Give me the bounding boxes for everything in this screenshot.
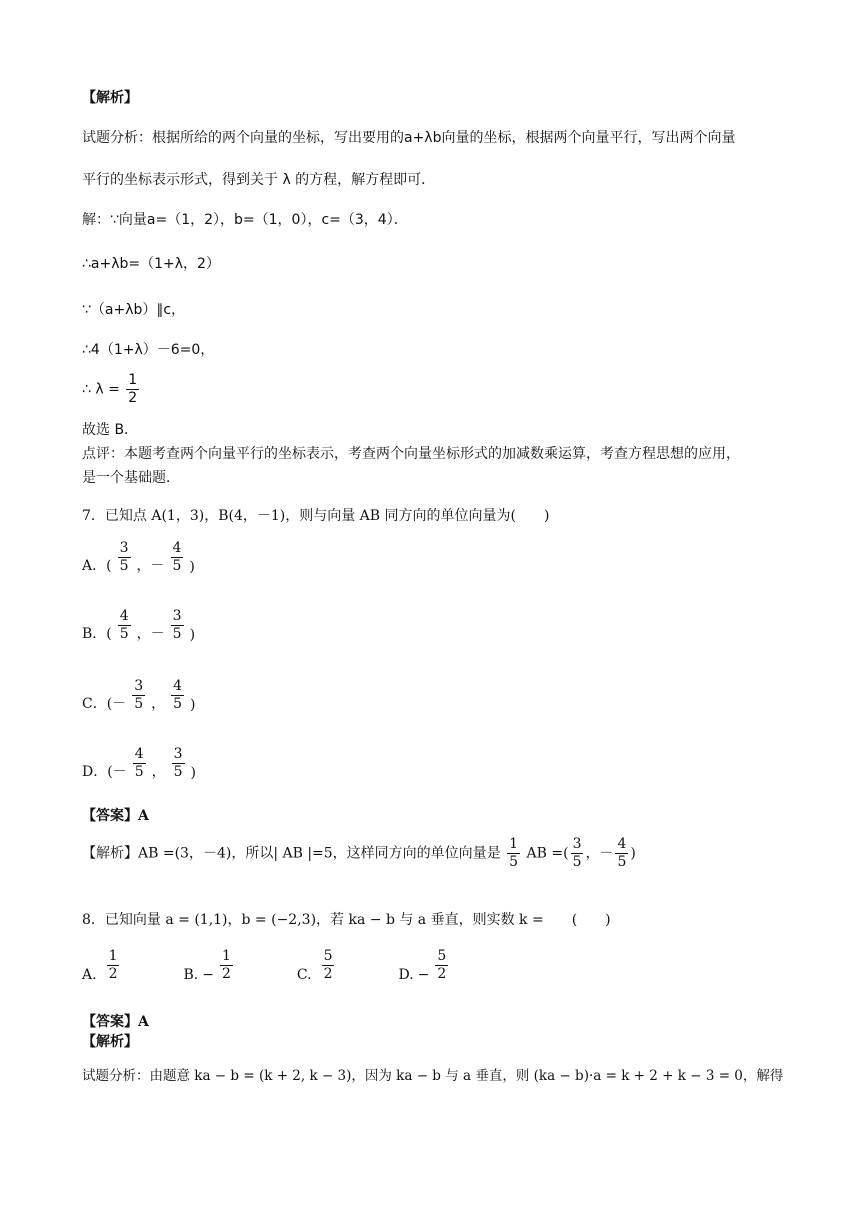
fraction (126, 372, 139, 407)
q7-option-a (82, 540, 195, 575)
comment-line-2: 是一个基础题． (82, 470, 180, 486)
option-sign: − (202, 967, 214, 983)
vector-expression: a+λb (404, 130, 442, 146)
choose-line: 故选 B． (82, 422, 139, 438)
fraction-numerator: 3 (572, 836, 582, 852)
q8-options (82, 948, 450, 983)
option-end: ) (190, 697, 196, 713)
fraction-denominator: 5 (134, 696, 144, 712)
solution-line-2: ∴a+λb=（1+λ，2） (82, 256, 220, 272)
solution-prefix: ∴ λ = (82, 381, 120, 398)
option-label: C．(－ (82, 696, 127, 712)
fraction-numerator: 5 (437, 948, 447, 964)
option-end: ) (190, 765, 196, 781)
option-label: B. (183, 967, 199, 983)
solution-line-3: ∵（a+λb）∥c， (82, 302, 186, 318)
fraction-denominator: 2 (437, 966, 447, 982)
fraction (172, 746, 185, 781)
comment-line-1: 点评：本题考查两个向量平行的坐标表示，考查两个向量坐标形式的加减数乘运算，考查方程思想的应用， (82, 446, 740, 462)
fraction-numerator: 4 (119, 608, 129, 624)
fraction-numerator: 1 (128, 372, 138, 388)
analysis-separator: ，－ (585, 845, 614, 862)
option-label: C. (296, 967, 312, 983)
fraction-numerator: 1 (108, 948, 118, 964)
fraction-numerator: 3 (173, 746, 183, 762)
fraction-denominator: 2 (221, 966, 231, 982)
fraction-denominator: 5 (134, 764, 144, 780)
fraction (171, 540, 184, 575)
fraction-denominator: 5 (572, 854, 582, 870)
q8-analysis-line: 试题分析：由题意 ka − b = (k + 2, k − 3)，因为 ka − b 与 a 垂直，则 (ka − b)·a = k + 2 + k − 3 = 0，解得 (82, 1068, 784, 1084)
q7-analysis (82, 836, 636, 871)
fraction-denominator: 2 (108, 966, 118, 982)
fraction (132, 678, 145, 713)
solution-line-4: ∴4（1+λ）－6=0， (82, 342, 215, 358)
fraction (118, 608, 131, 643)
q8-option-c (297, 948, 337, 983)
fraction (171, 608, 184, 643)
option-end: ) (189, 559, 195, 575)
solution-line-1: 解：∵向量a=（1，2），b=（1，0），c=（3，4）． (82, 212, 408, 228)
fraction (507, 836, 520, 871)
fraction (171, 678, 184, 713)
fraction-denominator: 5 (173, 764, 183, 780)
analysis-line-1 (82, 128, 735, 148)
fraction-numerator: 4 (617, 836, 627, 852)
fraction-denominator: 5 (173, 696, 183, 712)
fraction-numerator: 1 (509, 836, 519, 852)
option-label: B．( (82, 626, 112, 642)
fraction-numerator: 3 (172, 608, 182, 624)
fraction-numerator: 4 (134, 746, 144, 762)
q8-option-a (82, 948, 121, 983)
q8-option-b (183, 948, 234, 983)
analysis-text: 向量的坐标，根据两个向量平行，写出两个向量 (441, 130, 736, 146)
fraction-denominator: 5 (119, 626, 129, 642)
analysis-line-2: 平行的坐标表示形式，得到关于 λ 的方程，解方程即可． (82, 172, 436, 188)
fraction (322, 948, 335, 983)
option-sign: − (417, 967, 430, 983)
option-end: ) (189, 627, 196, 643)
option-separator: ， (151, 696, 166, 712)
option-separator: ，－ (136, 626, 165, 642)
fraction (133, 746, 146, 781)
fraction-numerator: 5 (323, 948, 333, 964)
fraction-denominator: 5 (617, 854, 627, 870)
option-separator: ， (151, 764, 166, 780)
fraction-numerator: 3 (119, 540, 129, 556)
q8-analysis-heading: 【解析】 (82, 1034, 138, 1050)
option-label: A．( (82, 558, 112, 574)
fraction (107, 948, 120, 983)
fraction-denominator: 5 (509, 854, 519, 870)
fraction (118, 540, 131, 575)
q8-option-d (398, 948, 450, 983)
question-8: 8．已知向量 a = (1,1)，b = (−2,3)，若 ka − b 与 a 垂直，则实数 k = ( ) (82, 912, 611, 928)
q7-option-c (82, 678, 196, 713)
option-label: D．(－ (82, 764, 127, 780)
q7-answer: 【答案】A (82, 808, 149, 824)
fraction (615, 836, 628, 871)
fraction (220, 948, 233, 983)
fraction-numerator: 3 (134, 678, 144, 694)
analysis-text: 【解析】AB =(3，－4)，所以| AB |=5，这样同方向的单位向量是 (82, 845, 501, 862)
q7-option-b (82, 608, 195, 643)
fraction (571, 836, 584, 871)
fraction-denominator: 2 (323, 966, 333, 982)
option-separator: ，－ (136, 558, 165, 574)
fraction-denominator: 5 (119, 558, 129, 574)
option-label: A. (82, 967, 97, 983)
fraction-denominator: 5 (172, 558, 182, 574)
question-7: 7．已知点 A(1，3)，B(4，－1)，则与向量 AB 同方向的单位向量为( ) (82, 508, 550, 524)
analysis-text: 试题分析：根据所给的两个向量的坐标，写出要用的 (82, 130, 404, 146)
q7-option-d (82, 746, 196, 781)
solution-line-5 (82, 372, 141, 407)
analysis-text: AB =( (522, 845, 569, 862)
fraction-numerator: 1 (221, 948, 231, 964)
fraction-denominator: 5 (172, 626, 182, 642)
option-label: D. (398, 967, 414, 983)
fraction-denominator: 2 (128, 390, 138, 406)
fraction (435, 948, 448, 983)
fraction-numerator: 4 (173, 678, 183, 694)
fraction-numerator: 4 (172, 540, 182, 556)
analysis-end: ) (630, 845, 636, 862)
analysis-heading: 【解析】 (82, 90, 138, 106)
q8-answer: 【答案】A (82, 1014, 149, 1030)
